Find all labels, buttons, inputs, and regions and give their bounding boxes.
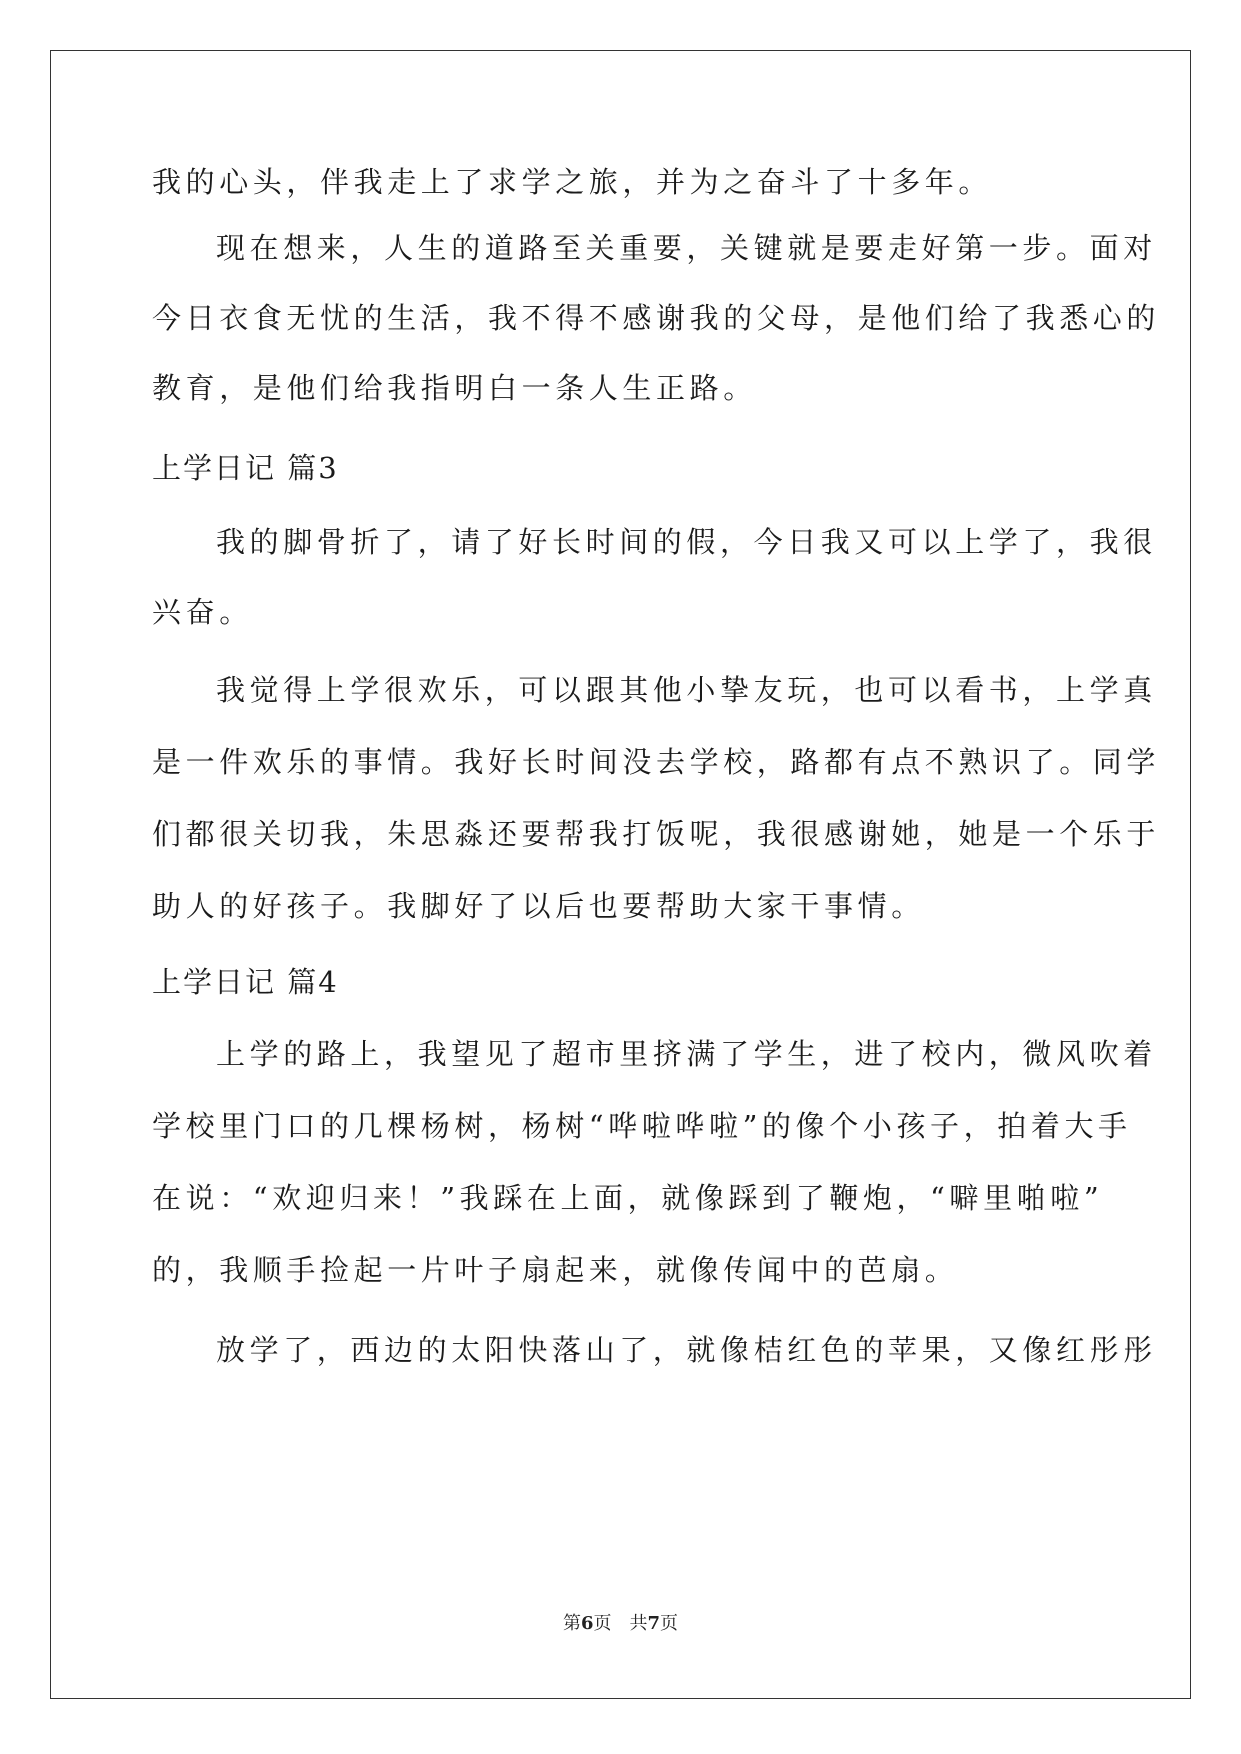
paragraph-line: 我的心头，伴我走上了求学之旅，并为之奋斗了十多年。 [152, 165, 993, 199]
paragraph-line: 们都很关切我，朱思淼还要帮我打饭呢，我很感谢她，她是一个乐于 [152, 817, 1161, 851]
paragraph-line: 我的脚骨折了，请了好长时间的假，今日我又可以上学了，我很 [216, 525, 1157, 559]
page-footer [0, 1612, 1241, 1636]
section-heading: 上学日记 篇3 [152, 451, 339, 485]
paragraph-line: 的，我顺手捡起一片叶子扇起来，就像传闻中的芭扇。 [152, 1253, 959, 1287]
page-suffix: 页 [660, 1613, 679, 1634]
paragraph-line: 教育，是他们给我指明白一条人生正路。 [152, 371, 757, 405]
page-prefix: 第 [562, 1613, 581, 1634]
paragraph-line: 今日衣食无忧的生活，我不得不感谢我的父母，是他们给了我悉心的 [152, 301, 1161, 335]
page-total: 7 [647, 1613, 661, 1634]
section-heading: 上学日记 篇4 [152, 965, 339, 999]
paragraph-line: 放学了，西边的太阳快落山了，就像桔红色的苹果，又像红彤彤 [216, 1333, 1157, 1367]
paragraph-line: 助人的好孩子。我脚好了以后也要帮助大家干事情。 [152, 889, 925, 923]
paragraph-line: 是一件欢乐的事情。我好长时间没去学校，路都有点不熟识了。同学 [152, 745, 1161, 779]
page-mid: 页 共 [593, 1613, 648, 1634]
paragraph-line: 上学的路上，我望见了超市里挤满了学生，进了校内，微风吹着 [216, 1037, 1157, 1071]
paragraph-line: 我觉得上学很欢乐，可以跟其他小挚友玩，也可以看书，上学真 [216, 673, 1157, 707]
paragraph-line: 学校里门口的几棵杨树，杨树“哗啦哗啦”的像个小孩子，拍着大手 [152, 1109, 1132, 1143]
paragraph-line: 现在想来，人生的道路至关重要，关键就是要走好第一步。面对 [216, 231, 1157, 265]
page-current: 6 [580, 1613, 594, 1634]
paragraph-line: 在说：“欢迎归来！”我踩在上面，就像踩到了鞭炮，“噼里啪啦” [152, 1181, 1104, 1215]
paragraph-line: 兴奋。 [152, 595, 253, 629]
